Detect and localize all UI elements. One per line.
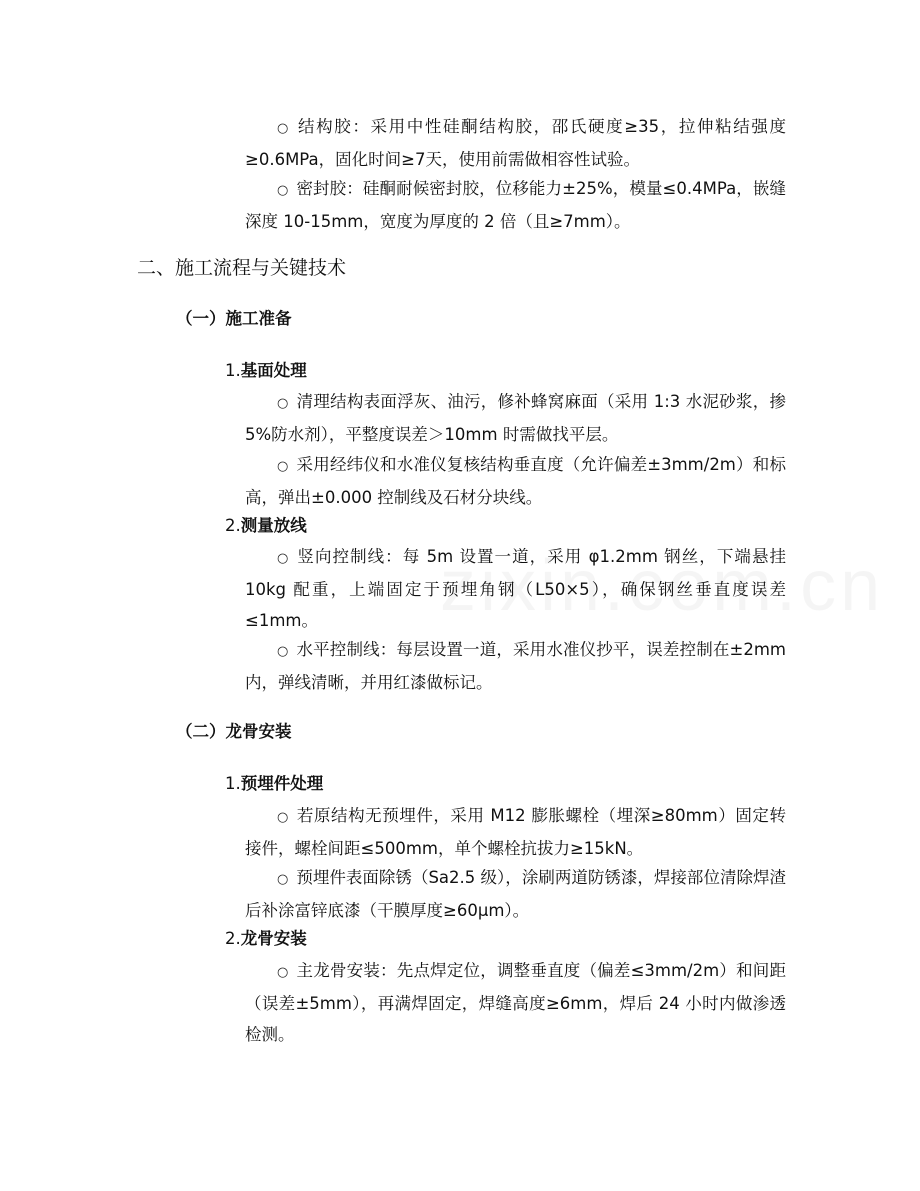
paragraph-text: 竖向控制线：每 5m 设置一道，采用 φ1.2mm 钢丝，下端悬挂 10kg 配重，上端固定于预埋角钢（L50×5），确保钢丝垂直度误差≤1mm。 (245, 547, 787, 630)
subsection-heading-preparation: （一）施工准备 (176, 309, 292, 328)
paragraph-bullet (245, 386, 786, 450)
paragraph-bullet (245, 541, 786, 636)
item-number: 2. (225, 929, 241, 948)
paragraph-bullet (245, 955, 786, 1050)
paragraph-text: 密封胶：硅酮耐候密封胶，位移能力±25%，模量≤0.4MPa，嵌缝深度 10-15mm，宽度为厚度的 2 倍（且≥7mm）。 (245, 179, 786, 231)
bullet-circle-icon: ○ (277, 644, 289, 659)
paragraph-text: 采用经纬仪和水准仪复核结构垂直度（允许偏差±3mm/2m）和标高，弹出±0.000 控制线及石材分块线。 (245, 455, 786, 507)
item-title: 龙骨安装 (240, 929, 307, 948)
paragraph-text: 清理结构表面浮灰、油污，修补蜂窝麻面（采用 1:3 水泥砂浆，掺 5%防水剂），平整度误差＞10mm 时需做找平层。 (245, 392, 787, 444)
item-number: 1. (225, 361, 241, 380)
bullet-circle-icon: ○ (277, 121, 290, 136)
item-heading-keel-install (225, 926, 307, 952)
bullet-circle-icon: ○ (277, 810, 289, 825)
paragraph-bullet (245, 862, 786, 926)
paragraph-bullet (245, 800, 786, 864)
bullet-circle-icon: ○ (277, 459, 289, 474)
bullet-circle-icon: ○ (277, 965, 289, 980)
paragraph-text: 水平控制线：每层设置一道，采用水准仪抄平，误差控制在±2mm 内，弹线清晰，并用红漆做标记。 (245, 640, 786, 692)
paragraph-text: 主龙骨安装：先点焊定位，调整垂直度（偏差≤3mm/2m）和间距（误差±5mm），再满焊固定，焊缝高度≥6mm，焊后 24 小时内做渗透检测。 (245, 961, 786, 1044)
paragraph-structural-adhesive (245, 111, 786, 175)
paragraph-text: 结构胶：采用中性硅酮结构胶，邵氏硬度≥35，拉伸粘结强度≥0.6MPa，固化时间≥7天，使用前需做相容性试验。 (245, 117, 787, 169)
paragraph-text: 预埋件表面除锈（Sa2.5 级），涂刷两道防锈漆，焊接部位清除焊渣后补涂富锌底漆（干膜厚度≥60μm）。 (245, 868, 786, 920)
item-number: 2. (225, 516, 241, 535)
item-title: 基面处理 (240, 361, 307, 380)
bullet-circle-icon: ○ (277, 396, 289, 411)
paragraph-bullet (245, 634, 786, 698)
item-heading-base-treatment (225, 358, 307, 384)
bullet-circle-icon: ○ (277, 183, 289, 198)
item-title: 测量放线 (240, 516, 307, 535)
item-heading-embedded-parts (225, 771, 323, 797)
bullet-circle-icon: ○ (277, 551, 290, 566)
paragraph-sealant (245, 173, 786, 237)
item-number: 1. (225, 774, 241, 793)
paragraph-bullet (245, 449, 786, 513)
paragraph-text: 若原结构无预埋件，采用 M12 膨胀螺栓（埋深≥80mm）固定转接件，螺栓间距≤500mm，单个螺栓抗拔力≥15kN。 (245, 806, 786, 858)
item-heading-survey (225, 513, 307, 539)
item-title: 预埋件处理 (240, 774, 324, 793)
bullet-circle-icon: ○ (277, 872, 289, 887)
subsection-heading-keel: （二）龙骨安装 (176, 722, 292, 741)
section-heading: 二、施工流程与关键技术 (137, 257, 347, 279)
